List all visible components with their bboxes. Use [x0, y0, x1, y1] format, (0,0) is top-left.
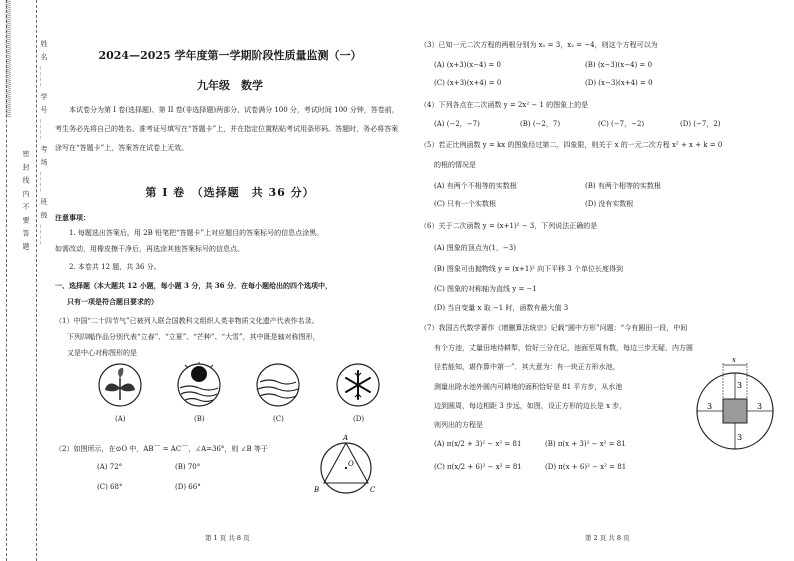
seal-text: 密 封 线 内 不 要 答 题: [22, 150, 30, 252]
part1-heading: 一、选择题（本大题共 12 小题，每小题 3 分，共 36 分．在每小题给出的四个选项中，: [55, 281, 332, 290]
notice-1b: 如需改动，用橡皮擦干净后，再选涂其他答案标号的信息点。: [55, 245, 244, 253]
page-2-footer: 第 2 页 共 8 页: [585, 534, 630, 542]
q2-label-b: B: [314, 486, 320, 494]
q6-text: （6）关于二次函数 y = (x+1)² − 3，下列说法正确的是: [420, 222, 598, 230]
q6-option-a: (A) 图象的顶点为(1，−3): [434, 244, 516, 252]
q2-option-b: (B) 70°: [175, 463, 201, 471]
q7-label-x: x: [732, 356, 736, 364]
exam-intro: 本试卷分为第 I 卷(选择题)、第 II 卷(非选择题)两部分，试卷满分 100 分，考试时间 100 分钟，答卷前，考生务必先将自己的姓名、准考证号填写在“答题卡”上，并在指定位置粘贴考试用条形码。答题时，务必将答案涂写在“答题卡”上，答案答在试卷上无效。: [55, 106, 399, 152]
q7-label-top-3: 3: [737, 381, 743, 390]
part1-heading-2: 只有一项是符合题目要求的）: [67, 297, 158, 306]
daxue-snowflake-icon: [335, 362, 381, 408]
q7-label-left-3: 3: [707, 402, 713, 411]
q2-label-o: O: [348, 460, 354, 468]
q6-option-c: (C) 图象的对称轴为直线 y = −1: [434, 285, 537, 293]
q2-circle-figure: [311, 430, 381, 502]
q7-option-d: (D) π(x + 6)² − x² = 81: [545, 463, 627, 471]
q3-option-c: (C) (x+3)(x+4) = 0: [434, 79, 502, 87]
binding-fields: 姓 名 ____ 学 号 ____ 考 场 ____ 班 级 ____: [40, 40, 48, 247]
page-1: [55, 0, 405, 561]
page-1-footer: 第 1 页 共 8 页: [205, 534, 250, 542]
notice-2: 2. 本卷共 12 题，共 36 分。: [69, 263, 161, 271]
q2-text: （2）如图所示，在⊙O 中，AB⌒ = AC⌒，∠A=36°，则 ∠B 等于: [55, 445, 268, 453]
notice-heading: 注意事项：: [55, 213, 90, 222]
q5-option-c: (C) 只有一个实数根: [434, 200, 497, 208]
q6-option-b: (B) 图象可由抛物线 y = (x+1)² 向下平移 3 个单位长度得到: [434, 265, 623, 273]
q2-label-a: A: [343, 434, 349, 442]
q1-text: （1）中国“二十四节气”已被列入联合国教科文组织人类非物质文化遗产代表作名录。: [55, 317, 319, 325]
q3-text: （3）已知一元二次方程的两根分别为 x₁ = 3，x₂ = −4，则这个方程可以为: [420, 41, 658, 49]
q1-text-3: 又是中心对称图形的是: [67, 349, 137, 357]
q7-text-2: 有个方池，丈量田地待耕犁，恰好三分在记，池面至周有数，每边三步无疑，内方圆: [434, 344, 693, 352]
q3-option-a: (A) (x+3)(x−4) = 0: [434, 61, 501, 69]
q7-text-6: 则列出的方程是: [434, 421, 483, 429]
q1-option-a-label: (A): [115, 415, 126, 423]
q5-text-2: 的根的情况是: [434, 161, 476, 169]
q5-option-d: (D) 没有实数根: [585, 200, 634, 208]
q4-option-a: (A) (−2，−7): [434, 120, 480, 128]
q5-option-a: (A) 有两个不相等的实数根: [434, 182, 517, 190]
q7-text: （7）我国古代数学著作《增删算法统宗》记载“圆中方形”问题：“今有圆田一段，中间: [420, 324, 688, 332]
q2-label-c: C: [370, 486, 376, 494]
notice-1: 1. 每题选出答案后，用 2B 铅笔把“答题卡”上对应题目的答案标号的信息点涂黑。: [69, 229, 324, 237]
q4-option-c: (C) (−7，−2): [598, 120, 645, 128]
q5-text: （5）若正比例函数 y = kx 的图象经过第二、四象限，则关于 x 的一元二次方程 x² + x + k = 0: [420, 141, 723, 149]
q4-text: （4）下列各点在二次函数 y = 2x² − 1 的图象上的是: [420, 101, 589, 109]
q7-text-3: 径若能知，堪作算中第一”．其大意为：有一块正方形水池，: [434, 363, 620, 371]
q7-option-b: (B) π(x + 3)² − x² = 81: [545, 440, 626, 448]
q3-option-d: (D) (x−3)(x+4) = 0: [585, 79, 653, 87]
q1-option-b-label: (B): [194, 415, 205, 423]
q5-option-b: (B) 有两个相等的实数根: [585, 182, 661, 190]
q4-option-b: (B) (−2，7): [520, 120, 561, 128]
q7-pond-figure: [690, 355, 780, 455]
q3-option-b: (B) (x−3)(x−4) = 0: [585, 61, 653, 69]
q2-option-a: (A) 72°: [97, 463, 123, 471]
q7-option-a: (A) π(x/2 + 3)² − x² = 81: [434, 440, 522, 448]
q4-option-d: (D) (−7，2): [680, 120, 721, 128]
q1-text-2: 下列四幅作品分别代表“立春”、“立夏”、“芒种”、“大雪”，其中既是轴对称图形，: [67, 333, 320, 341]
mangzhong-figure-icon: [255, 362, 301, 408]
binding-strip: [0, 0, 50, 561]
q2-option-d: (D) 66°: [175, 483, 201, 491]
page-2: [420, 0, 790, 561]
lixia-figure-icon: [176, 362, 222, 408]
binding-marks: //////////////////////////////////////////////////////////: [4, 0, 11, 118]
q7-label-right-3: 3: [757, 402, 763, 411]
q7-text-4: 测量出除水池外圆内可耕地的面积恰好是 81 平方步，从水池: [434, 383, 623, 391]
q7-text-5: 边到圆周，每边相距 3 步远，如图，设正方形的边长是 x 步，: [434, 402, 627, 410]
lichun-figure-icon: [97, 362, 143, 408]
exam-title: 2024—2025 学年度第一学期阶段性质量监测（一）: [98, 49, 362, 62]
q1-option-d-label: (D): [353, 415, 365, 423]
q7-label-bottom-3: 3: [737, 433, 743, 442]
q2-option-c: (C) 68°: [97, 483, 123, 491]
section-title: 第 I 卷 （选择题 共 36 分）: [145, 186, 315, 199]
q7-option-c: (C) π(x/2 + 6)² − x² = 81: [434, 463, 522, 471]
q6-option-d: (D) 当自变量 x 取 −1 时，函数有最大值 3: [434, 304, 569, 312]
q1-option-c-label: (C): [273, 415, 284, 423]
exam-subtitle: 九年级 数学: [197, 79, 263, 92]
